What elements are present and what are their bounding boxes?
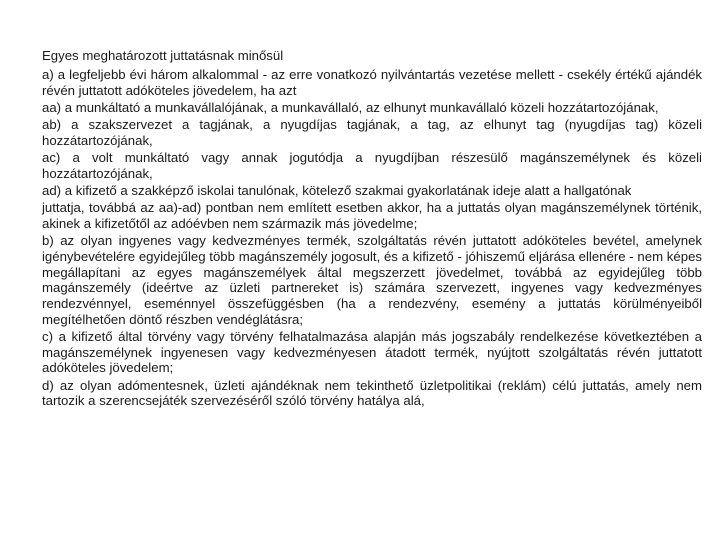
paragraph-c: c) a kifizető által törvény vagy törvény felhatalmazása alapján más jogszabály rendelkezése következtében a magánszemélynek ingyenesen vagy kedvezményesen átadott termék, nyújtott szolgáltatás révén juttatott adóköteles jövedelem; (42, 328, 702, 376)
paragraph-juttatja: juttatja, továbbá az aa)-ad) pontban nem említett esetben akkor, ha a juttatás olyan magánszemélynek történik, akinek a kifizetőtől az adóévben nem származik más jövedelme; (42, 200, 702, 232)
document-heading: Egyes meghatározott juttatásnak minősül (42, 48, 284, 63)
paragraph-ac: ac) a volt munkáltató vagy annak jogutódja a nyugdíjban részesülő magánszemélynek és közeli hozzátartozójának, (42, 150, 702, 181)
document-body (42, 48, 702, 410)
paragraph-ad: ad) a kifizető a szakképző iskolai tanulónak, kötelező szakmai gyakorlatának ideje alatt a hallgatónak (42, 183, 632, 199)
paragraph-a: a) a legfeljebb évi három alkalommal - az erre vonatkozó nyilvántartás vezetése mellett - csekély értékű ajándék révén juttatott adóköteles jövedelem, ha azt (42, 67, 702, 98)
paragraph-aa: aa) a munkáltató a munkavállalójának, a munkavállaló, az elhunyt munkavállaló közeli hozzátartozójának, (42, 100, 659, 116)
paragraph-d: d) az olyan adómentesnek, üzleti ajándéknak nem tekinthető üzletpolitikai (reklám) célú juttatás, amely nem tartozik a szerencsejáték szervezéséről szóló törvény hatálya alá, (42, 377, 702, 409)
paragraph-ab: ab) a szakszervezet a tagjának, a nyugdíjas tagjának, a tag, az elhunyt tag (nyugdíjas tag) közeli hozzátartozójának, (42, 117, 702, 149)
paragraph-b: b) az olyan ingyenes vagy kedvezményes termék, szolgáltatás révén juttatott adóköteles bevétel, amelynek igénybevételére egyidejűleg több magánszemély jogosult, és a kifizető - jóhiszemű eljárása ellenére - nem képes megállapítani az egyes magánszemélyek által megszerzett jövedelmet, továbbá az egyidejűleg több magánszemély (ideértve az üzleti partnereket is) számára szervezett, ingyenes vagy kedvezményes rendezvénnyel, eseménnyel összefüggésben (ha a rendezvény, esemény a juttatás körülményeiből megítélhetően döntő részben vendéglátásra; (42, 233, 702, 327)
